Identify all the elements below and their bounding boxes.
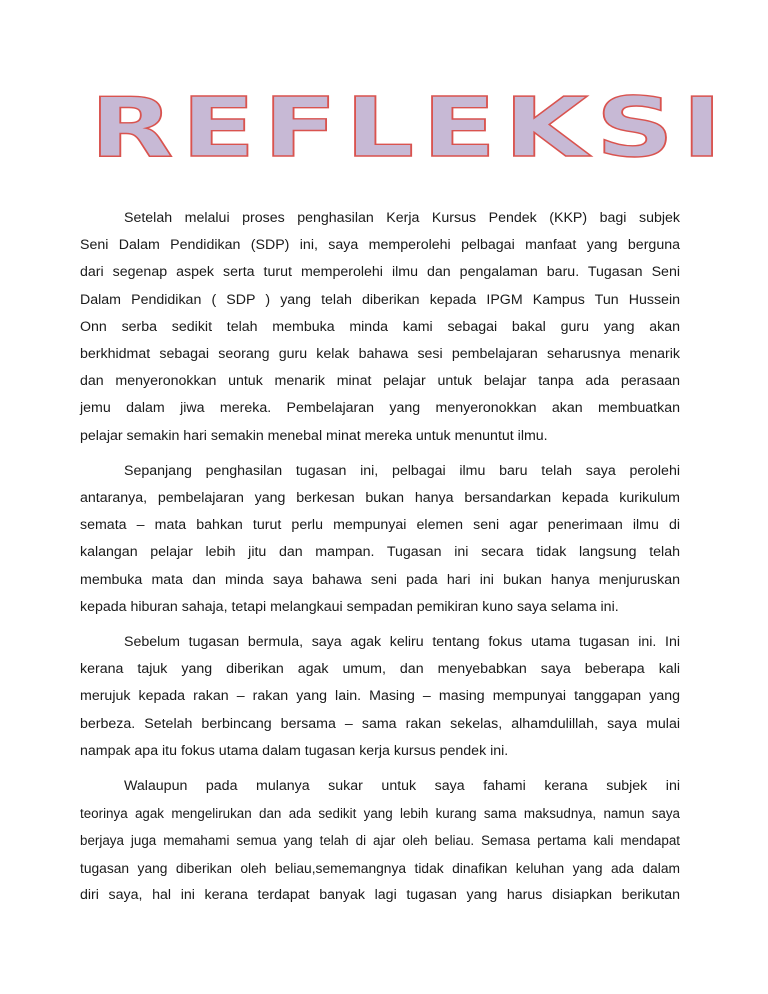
paragraph-line: berjaya juga memahami semua yang telah di ajar oleh beliau. Semasa pertama kali mendapat: [80, 833, 680, 849]
paragraph-line: tugasan yang diberikan oleh beliau,sememangnya tidak dinafikan keluhan yang ada dalam: [80, 860, 680, 876]
paragraph-line: Walaupun pada mulanya sukar untuk saya fahami kerana subjek ini: [124, 778, 680, 795]
paragraph-line: kalangan pelajar lebih jitu dan mampan. Tugasan ini secara tidak langsung telah: [80, 544, 680, 561]
paragraph-line: pelajar semakin hari semakin menebal minat mereka untuk menuntut ilmu.: [80, 427, 548, 444]
paragraph-line: Onn serba sedikit telah membuka minda kami sebagai bakal guru yang akan: [80, 318, 680, 335]
paragraph-1: [80, 205, 680, 450]
paragraph-line: kepada hiburan sahaja, tetapi melangkaui sempadan pemikiran kuno saya selama ini.: [80, 598, 619, 615]
paragraph-line: Sepanjang penghasilan tugasan ini, pelbagai ilmu baru telah saya perolehi: [124, 462, 680, 479]
paragraph-line: berkhidmat sebagai seorang guru kelak bahawa sesi pembelajaran seharusnya menarik: [80, 346, 680, 363]
paragraph-line: semata – mata bahkan turut perlu mempunyai elemen seni agar penerimaan ilmu di: [80, 517, 680, 534]
paragraph-line: dan menyeronokkan untuk menarik minat pelajar untuk belajar tanpa ada perasaan: [80, 373, 680, 390]
paragraph-line: membuka mata dan minda saya bahawa seni pada hari ini bukan hanya menjuruskan: [80, 571, 680, 588]
paragraph-line: teorinya agak mengelirukan dan ada sedikit yang lebih kurang sama maksudnya, namun saya: [80, 806, 680, 822]
paragraph-line: dari segenap aspek serta turut memperolehi ilmu dan pengalaman baru. Tugasan Seni: [80, 264, 680, 281]
paragraph-line: diri saya, hal ini kerana terdapat banyak lagi tugasan yang harus disiapkan berikutan: [80, 886, 680, 903]
paragraph-2: [80, 458, 680, 621]
paragraph-line: antaranya, pembelajaran yang berkesan bukan hanya bersandarkan kepada kurikulum: [80, 490, 680, 507]
paragraph-line: Setelah melalui proses penghasilan Kerja Kursus Pendek (KKP) bagi subjek: [124, 210, 680, 226]
paragraph-line: merujuk kepada rakan – rakan yang lain. Masing – masing mempunyai tanggapan yang: [80, 688, 680, 705]
paragraph-line: nampak apa itu fokus utama dalam tugasan kerja kursus pendek ini.: [80, 742, 509, 759]
page-title: REFLEKSI: [90, 81, 730, 176]
title-wordart-graphic: [80, 78, 740, 188]
paragraph-line: kerana tajuk yang diberikan agak umum, dan menyebabkan saya beberapa kali: [80, 661, 680, 678]
body-text: [80, 205, 680, 917]
title-wordart: [80, 78, 740, 188]
paragraph-line: Seni Dalam Pendidikan (SDP) ini, saya memperolehi pelbagai manfaat yang berguna: [80, 237, 680, 254]
paragraph-line: Dalam Pendidikan ( SDP ) yang telah diberikan kepada IPGM Kampus Tun Hussein: [80, 291, 680, 308]
paragraph-4: [80, 773, 680, 909]
paragraph-line: jemu dalam jiwa mereka. Pembelajaran yang menyeronokkan akan membuatkan: [80, 400, 680, 417]
paragraph-3: [80, 629, 680, 765]
paragraph-line: Sebelum tugasan bermula, saya agak keliru tentang fokus utama tugasan ini. Ini: [124, 634, 680, 651]
paragraph-line: berbeza. Setelah berbincang bersama – sama rakan sekelas, alhamdulillah, saya mulai: [80, 715, 680, 732]
